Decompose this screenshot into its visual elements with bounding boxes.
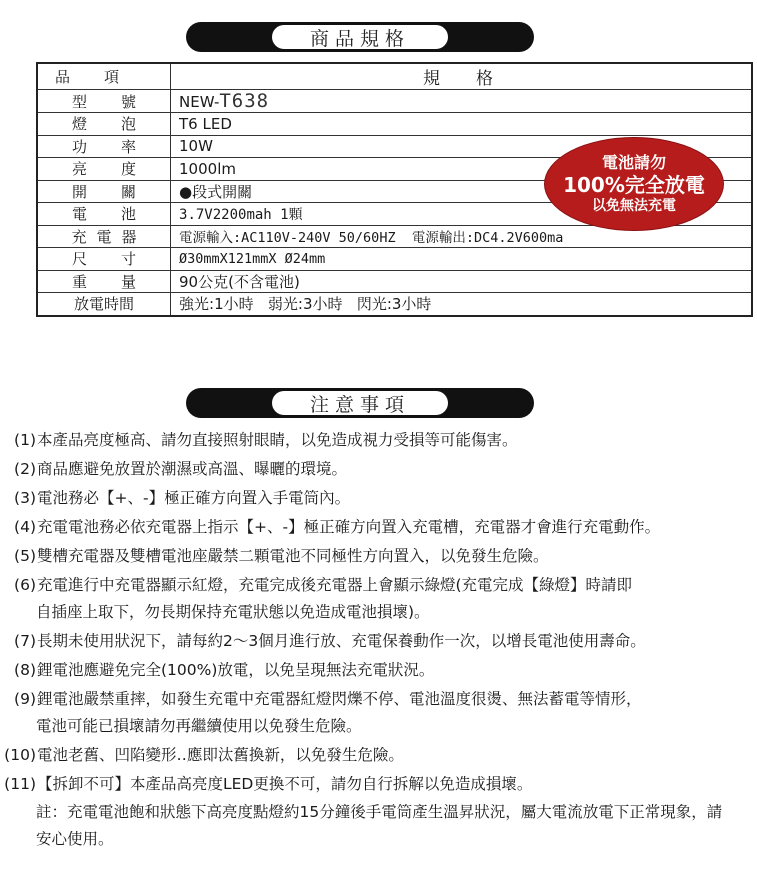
spec-value: T6 LED [171, 113, 752, 136]
note-text: 鋰電池應避免完全(100%)放電，以免呈現無法充電狀況。 [37, 661, 435, 679]
spec-label: 充電器 [71, 227, 147, 246]
note-number: (7) [14, 632, 36, 650]
note-number: (2) [14, 460, 36, 478]
note-number: (9) [14, 690, 36, 708]
warning-line-3: 以免無法充電 [592, 198, 676, 214]
list-item [0, 629, 757, 653]
spec-header-row [37, 63, 752, 90]
notes-list [0, 428, 757, 853]
note-text: 長期未使用狀況下，請每約2～3個月進行放、充電保養動作一次，以增長電池使用壽命。 [37, 632, 646, 650]
note-number: (3) [14, 489, 36, 507]
spec-value: 強光:1小時 弱光:3小時 閃光:3小時 [171, 293, 752, 316]
battery-warning-badge [545, 138, 723, 230]
spec-section-title: 商品規格 [272, 25, 448, 49]
note-number: (6) [14, 576, 36, 594]
spec-label: 開關 [72, 182, 171, 201]
note-number: (10) [4, 746, 36, 764]
note-text: 充電電池務必依充電器上指示【+、-】極正確方向置入充電槽，充電器才會進行充電動作。 [37, 518, 661, 536]
note-text: 鋰電池嚴禁重摔，如發生充電中充電器紅燈閃爍不停、電池溫度很燙、無法蓄電等情形， [37, 690, 642, 708]
spec-value: 3.7V2200mah 1顆 [171, 203, 752, 226]
spec-header-item: 品項 [55, 68, 154, 86]
note-continuation: 自插座上取下，勿長期保持充電狀態以免造成電池損壞)。 [36, 603, 430, 621]
note-text: 【拆卸不可】本產品高亮度LED更換不可，請勿自行拆解以免造成損壞。 [37, 775, 533, 793]
spec-value: 1000lm [171, 158, 752, 181]
list-item [0, 544, 757, 568]
note-text: 本產品亮度極高、請勿直接照射眼睛，以免造成視力受損等可能傷害。 [37, 431, 518, 449]
spec-row-weight [37, 270, 752, 293]
spec-row-runtime [37, 293, 752, 316]
note-number: (5) [14, 547, 36, 565]
spec-section-header [186, 22, 534, 52]
spec-value: NEW- [179, 93, 220, 111]
list-item [0, 772, 757, 796]
spec-row-model [37, 90, 752, 113]
spec-label: 型號 [72, 92, 171, 111]
note-number: (4) [14, 518, 36, 536]
spec-row-size [37, 248, 752, 271]
list-item [0, 486, 757, 510]
note-text: 雙槽充電器及雙槽電池座嚴禁二顆電池不同極性方向置入，以免發生危險。 [37, 547, 549, 565]
list-item [0, 457, 757, 481]
spec-value: 90公克(不含電池) [171, 270, 752, 293]
note-number: (1) [14, 431, 36, 449]
spec-header-spec: 規格 [171, 63, 752, 90]
spec-label: 電池 [72, 205, 171, 224]
spec-value: 10W [171, 135, 752, 158]
spec-value: Ø30mmX121mmX Ø24mm [171, 248, 752, 271]
warning-line-2: 100%完全放電 [563, 173, 705, 197]
warning-line-1: 電池請勿 [601, 153, 666, 172]
spec-label: 燈泡 [72, 115, 171, 134]
list-item [0, 658, 757, 682]
spec-value: ●段式開關 [171, 180, 752, 203]
note-text: 商品應避免放置於潮濕或高溫、曝曬的環境。 [37, 460, 348, 478]
spec-label: 重量 [72, 272, 171, 291]
list-item [0, 573, 757, 597]
note-number: (11) [4, 775, 36, 793]
note-continuation: 電池可能已損壞請勿再繼續使用以免發生危險。 [36, 717, 362, 735]
list-item [0, 428, 757, 452]
footnote: 註：充電電池飽和狀態下高亮度點燈約15分鐘後手電筒產生溫昇狀況，屬大電流放電下正常現象，請安心使用。 [36, 803, 723, 848]
spec-label: 亮度 [72, 160, 171, 179]
spec-label: 放電時間 [74, 295, 135, 314]
spec-row-bulb [37, 113, 752, 136]
note-text: 充電進行中充電器顯示紅燈，充電完成後充電器上會顯示綠燈(充電完成【綠燈】時請即 [37, 576, 633, 594]
notes-section-title: 注意事項 [272, 391, 448, 415]
list-item [0, 687, 757, 711]
model-handwritten: T638 [219, 90, 270, 112]
list-item [0, 743, 757, 767]
notes-section-header [186, 388, 534, 418]
note-text: 電池務必【+、-】極正確方向置入手電筒內。 [37, 489, 351, 507]
spec-value: 電源輸入:AC110V-240V 50/60HZ 電源輸出:DC4.2V600ma [171, 225, 752, 248]
list-item [0, 515, 757, 539]
spec-label: 功率 [72, 137, 171, 156]
note-text: 電池老舊、凹陷變形‥應即汰舊換新，以免發生危險。 [37, 746, 404, 764]
note-number: (8) [14, 661, 36, 679]
spec-label: 尺寸 [72, 250, 171, 269]
